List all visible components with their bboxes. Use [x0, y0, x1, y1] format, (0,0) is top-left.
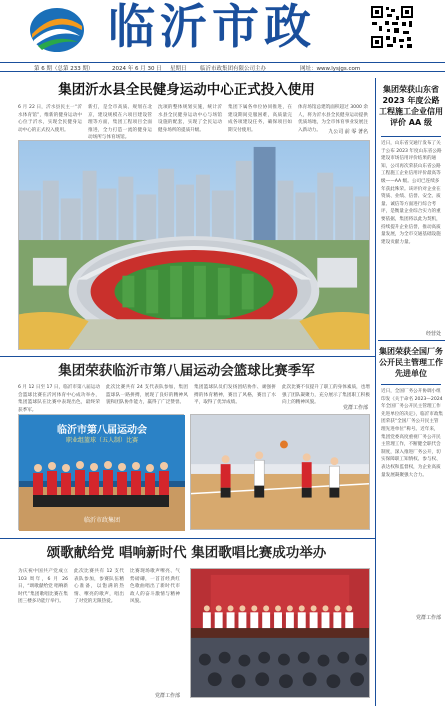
sidebar2-byline: 党群工作部	[415, 615, 441, 621]
sidebar2-headline: 集团荣获全国厂务公开民主管理工作先进单位	[379, 347, 443, 378]
publisher: 临沂市政集团有限公司主办	[200, 66, 267, 72]
issue-number: 第 6 期（总第 233 期）	[34, 66, 94, 72]
article1-byline: 九公司 前 零 著名	[328, 129, 368, 135]
article1-col5: 体育场馆总建筑面积超过 3000 余人，将为沂水县全民健身运动提供优质场地，为全市体育事业发展注入新动力。	[298, 105, 368, 133]
banner-team-name: 临沂市政集团	[83, 517, 120, 524]
article3-byline: 党群工作部	[154, 693, 180, 699]
masthead	[0, 0, 445, 60]
article2-byline: 党群工作部	[342, 405, 368, 411]
basketball-game-photo	[190, 414, 370, 530]
choir-performance-photo	[190, 568, 370, 698]
sidebar2-text: 近日，全国厂务公开协调小组印发《关于命名 2023—2024 年全国厂务公开民主管理工作先进单位的决定》，临沂市政集团荣获“全国厂务公开民主管理先进单位”称号。近年来，集团党委高度重视厂务公开民主管理工作，不断健全职代会制度，深入推进厂务公开，切实保障职工知情权、参与权、表达权和监督权，为企业高质量发展凝聚强大合力。	[381, 389, 444, 478]
article2-col1: 6 月 12 日至 17 日，临沂市第八届运动会篮球比赛在沂河体育中心成功举办，集团篮球队在比赛中表现出色，最终荣获季军。	[18, 385, 100, 413]
newspaper-title: 临沂市政	[108, 0, 316, 55]
sidebar2-divider	[381, 384, 441, 385]
article1-col4: 集团下属各单位协同推进，在建设期间克服困难，高质量完成各项建设任务，确保项目如期交付使用。	[228, 105, 292, 133]
article1-col3: 沈项的整体规划实施，统计沂水县全民健身运动中心与场馆设施的配套，实现了全民运动健身场所的提质升级。	[158, 105, 222, 133]
article3-col3: 比赛现场歌声嘹亮、气势磅礴，一首首经典红色歌曲唱出了新时代市政人的奋斗激情与精神风貌。	[130, 569, 180, 605]
article3-col1: 为庆祝中国共产党成立 103 周年，6 月 26 日，“颂歌献给党 唱响新时代”集团歌唱比赛在集团三楼多功能厅举行。	[18, 569, 68, 605]
article1-headline: 集团沂水县全民健身运动中心正式投入使用	[58, 82, 315, 98]
article3-col2: 此次比赛共有 12 支代表队参加，参赛队伍精心准备，以饱满的热情、嘹亮的歌声，唱出了对党的无限热爱。	[74, 569, 124, 605]
issue-date: 2024 年 6 月 30 日	[112, 66, 162, 72]
article2-headline: 集团荣获临沂市第八届运动会篮球比赛季军	[58, 363, 315, 379]
issue-weekday: 星期日	[170, 66, 187, 72]
sidebar1-text: 近日，山东省交通厅发布了关于公布 2023 年度山东省公路建设市场信用评价结果的通知，公司再次荣获山东省公路工程施工企业信用评价最高等级——AA 级。公司已连续多年获此殊荣。该评价对企业在资质、业绩、信誉、安全、质量、诚信等方面进行综合考评，是衡量企业综合实力的重要依据，集团将以此为契机，持续提升企业信誉，推动高质量发展，为全市交通基础设施建设贡献力量。	[381, 141, 442, 245]
article2-col4: 此次比赛不仅提升了职工的身体素质，也增强了团队凝聚力，充分展示了集团职工积极向上的精神风貌。	[282, 385, 370, 406]
sidebar1-divider	[381, 136, 441, 137]
article3-headline: 颂歌献给党 唱响新时代 集团歌唱比赛成功举办	[46, 545, 327, 561]
banner-event-title: 临沂市第八届运动会	[57, 425, 147, 436]
article1-col1: 6 月 22 日，沂水县民主一“沂水体育馆”，维新的健身运动中心位于沂水，实现全民健身运动中心的正式投入使用。	[18, 105, 82, 133]
article2-col2: 此次比赛共有 24 支代表队参加，集团篮球队一路拼搏，展现了良好的精神风貌和团队协作能力，赢得了广泛赞誉。	[106, 385, 188, 406]
sidebar1-byline: 经营处	[425, 331, 441, 337]
column-divider	[375, 78, 376, 706]
sidebar-section-divider	[378, 340, 445, 341]
article1-col2: 新打，是全市高质、规划在北京，建设规模在六项目建设管理等方面，集团工程项目全面推进，全力打造一流的健身运动场所与体育场馆。	[88, 105, 152, 141]
stadium-aerial-photo	[18, 140, 370, 350]
banner-event-subtitle: 职业组篮球（五人制）比赛	[65, 437, 138, 444]
article2-col3: 集团篮球队员们发扬团结协作、顽强拼搏的体育精神，赛出了风格，赛出了水平，取得了优异成绩。	[194, 385, 276, 406]
city-emblem-icon	[28, 6, 86, 54]
basketball-team-photo	[18, 414, 184, 530]
section-divider	[0, 356, 375, 357]
section-divider-2	[0, 538, 375, 539]
issue-info-bar	[0, 62, 445, 72]
qr-code-icon[interactable]	[369, 4, 415, 50]
website-link[interactable]: 网址：www.lysjgs.com	[300, 66, 361, 72]
sidebar1-headline: 集团荣获山东省2023 年度公路工程施工企业信用评价 AA 级	[379, 85, 443, 127]
